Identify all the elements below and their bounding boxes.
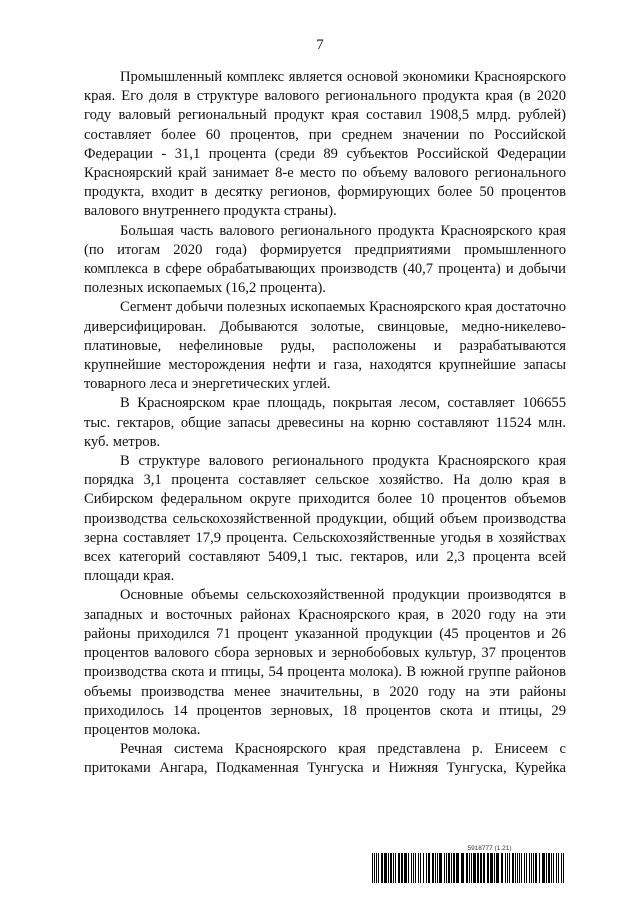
page-number: 7: [316, 37, 324, 53]
document-body: [84, 68, 566, 779]
paragraph-agri-regions: Основные объемы сельскохозяйственной продукции производятся в западных и восточных районах Красноярского края, в 2020 году на эти районы приходился 71 процент указанной продукции (45 процентов и 26 процентов валового сбора зерновых и зернобобовых культур, 37 процентов производства скота и птицы, 54 процента молока). В южной группе районов объемы производства менее значительны, в 2020 году на эти районы приходилось 14 процентов зерновых, 18 процентов скота и птицы, 29 процентов молока.: [84, 587, 566, 738]
paragraph-agriculture: В структуре валового регионального продукта Красноярского края порядка 3,1 процента составляет сельское хозяйство. На долю края в Сибирском федеральном округе приходится более 10 процентов объемов производства сельскохозяйственной продукции, общий объем производства зерна составляет 17,9 процента. Сельскохозяйственные угодья в хозяйствах всех категорий составляют 5409,1 тыс. гектаров, или 2,3 процента всей площади края.: [84, 453, 566, 585]
barcode-block: [372, 844, 567, 883]
paragraph-mining: Сегмент добычи полезных ископаемых Красноярского края достаточно диверсифицирован. Добываются золотые, свинцовые, медно-никелево-платиновые, нефелиновые руды, расположены и разрабатываются крупнейшие месторождения нефти и газа, находятся крупнейшие запасы товарного леса и энергетических углей.: [84, 299, 566, 393]
paragraph-industry: Промышленный комплекс является основой экономики Красноярского края. Его доля в структуре валового регионального продукта края (в 2020 году валовый региональный продукт края составил 1908,5 млрд. рублей) составляет более 60 процентов, при среднем значении по Российской Федерации - 31,1 процента (среди 89 субъектов Российской Федерации Красноярский край занимает 8-е место по объему валового регионального продукта, входит в десятку регионов, формирующих более 50 процентов валового внутреннего продукта страны).: [84, 69, 566, 220]
barcode-code: 5918777 (1.21): [467, 845, 512, 852]
paragraph-rivers: Речная система Красноярского края представлена р. Енисеем с притоками Ангара, Подкаменная Тунгуска и Нижняя Тунгуска, Курейка: [84, 741, 566, 777]
paragraph-forest: В Красноярском крае площадь, покрытая лесом, составляет 106655 тыс. гектаров, общие запасы древесины на корню составляют 11524 млн. куб. метров.: [84, 395, 566, 450]
paragraph-grp-structure: Большая часть валового регионального продукта Красноярского края (по итогам 2020 года) формируется предприятиями промышленного комплекса в сфере обрабатывающих производств (40,7 процента) и добычи полезных ископаемых (16,2 процента).: [84, 222, 566, 297]
barcode-icon: [372, 853, 567, 883]
